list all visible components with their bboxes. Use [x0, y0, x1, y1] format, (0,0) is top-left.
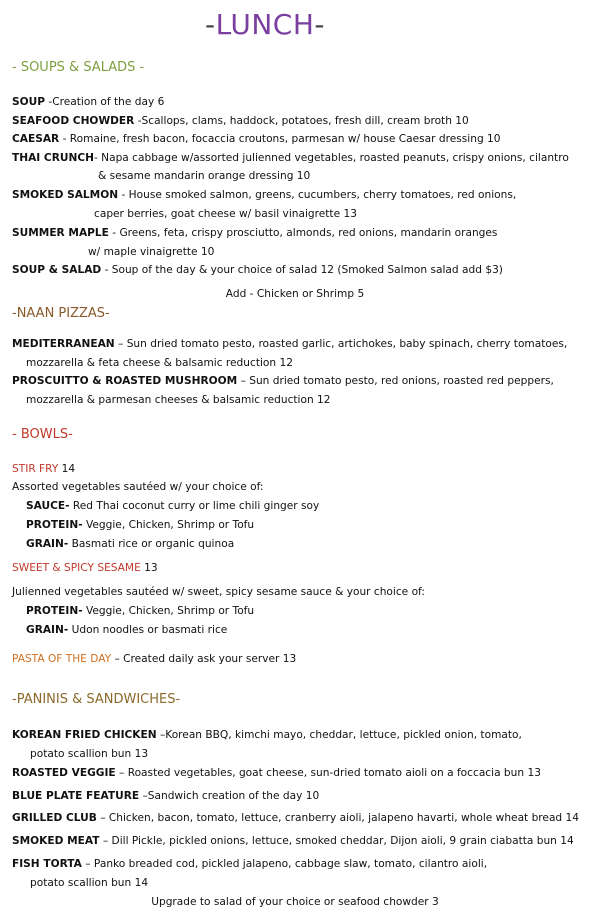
item-name: SMOKED MEAT [12, 835, 100, 847]
menu-title [0, 8, 530, 41]
menu-item-mediterranean-cont: mozzarella & feta cheese & balsamic reduction 12 [26, 357, 293, 369]
upgrade-note: Upgrade to salad of your choice or seafood chowder 3 [151, 896, 439, 908]
menu-item-pasta-of-the-day [12, 652, 296, 666]
item-price: 13 [140, 562, 158, 574]
menu-item-caesar [12, 132, 501, 146]
option-value: Red Thai coconut curry or lime chili ginger soy [69, 500, 320, 512]
option-label: GRAIN- [26, 538, 69, 550]
item-desc: – Roasted vegetables, goat cheese, sun-dried tomato aioli on a foccacia bun 13 [115, 767, 541, 779]
menu-item-korean-fried-chicken [12, 728, 522, 742]
menu-item-sweet-spicy-sesame [12, 561, 158, 575]
section-heading-bowls: - BOWLS- [12, 427, 73, 442]
item-name: FISH TORTA [12, 858, 82, 870]
item-desc: – Sun dried tomato pesto, roasted garlic, artichokes, baby spinach, cherry tomatoes, [114, 338, 568, 350]
item-desc: -Scallops, clams, haddock, potatoes, fresh dill, cream broth 10 [134, 115, 469, 127]
title-dash-right: - [314, 8, 325, 41]
menu-item-roasted-veggie [12, 766, 541, 780]
item-desc: – Chicken, bacon, tomato, lettuce, cranberry aioli, jalapeno havarti, whole wheat bread 14 [96, 812, 580, 824]
stir-fry-protein [26, 518, 254, 532]
item-name: BLUE PLATE FEATURE [12, 790, 140, 802]
stir-fry-sauce [26, 499, 319, 513]
item-name: SWEET & SPICY SESAME [12, 562, 141, 574]
item-name: GRILLED CLUB [12, 812, 97, 824]
menu-item-stir-fry [12, 462, 75, 476]
item-desc: - Greens, feta, crispy prosciutto, almonds, red onions, mandarin oranges [108, 227, 498, 239]
option-value: Udon noodles or basmati rice [68, 624, 228, 636]
option-value: Veggie, Chicken, Shrimp or Tofu [82, 519, 255, 531]
item-name: PASTA OF THE DAY [12, 653, 112, 665]
menu-item-grilled-club [12, 811, 579, 825]
item-desc: – Dill Pickle, pickled onions, lettuce, smoked cheddar, Dijon aioli, 9 grain ciabatta bun 14 [99, 835, 574, 847]
stir-fry-intro: Assorted vegetables sautéed w/ your choice of: [12, 481, 264, 493]
menu-item-summer-maple-cont: w/ maple vinaigrette 10 [88, 246, 215, 258]
item-desc: - Napa cabbage w/assorted julienned vegetables, roasted peanuts, crispy onions, cilantro [93, 152, 569, 164]
item-name: CAESAR [12, 133, 60, 145]
item-name: PROSCUITTO & ROASTED MUSHROOM [12, 375, 238, 387]
item-desc: –Sandwich creation of the day 10 [139, 790, 320, 802]
menu-item-smoked-meat [12, 834, 574, 848]
menu-item-summer-maple [12, 226, 497, 240]
stir-fry-grain [26, 537, 234, 551]
item-desc: – Created daily ask your server 13 [111, 653, 297, 665]
item-name: SOUP [12, 96, 46, 108]
item-desc: - Romaine, fresh bacon, focaccia croutons, parmesan w/ house Caesar dressing 10 [59, 133, 501, 145]
section-heading-paninis: -PANINIS & SANDWICHES- [12, 692, 181, 707]
option-value: Basmati rice or organic quinoa [68, 538, 235, 550]
section-heading-naan: -NAAN PIZZAS- [12, 306, 110, 321]
item-desc: - House smoked salmon, greens, cucumbers, cherry tomatoes, red onions, [118, 189, 517, 201]
item-price: 14 [58, 463, 76, 475]
item-name: THAI CRUNCH [12, 152, 94, 164]
sesame-intro: Julienned vegetables sautéed w/ sweet, spicy sesame sauce & your choice of: [12, 586, 425, 598]
menu-item-soup [12, 95, 164, 109]
option-label: PROTEIN- [26, 605, 83, 617]
item-desc: - Soup of the day & your choice of salad 12 (Smoked Salmon salad add $3) [101, 264, 503, 276]
menu-item-smoked-salmon [12, 188, 516, 202]
item-name: SEAFOOD CHOWDER [12, 115, 135, 127]
item-desc: – Sun dried tomato pesto, red onions, roasted red peppers, [237, 375, 554, 387]
menu-item-fish-torta [12, 857, 487, 871]
option-label: GRAIN- [26, 624, 69, 636]
menu-item-korean-fried-chicken-cont: potato scallion bun 13 [30, 748, 149, 760]
item-name: SMOKED SALMON [12, 189, 119, 201]
menu-item-proscuitto-mushroom-cont: mozzarella & parmesan cheeses & balsamic reduction 12 [26, 394, 331, 406]
item-name: SOUP & SALAD [12, 264, 102, 276]
section-heading-soups: - SOUPS & SALADS - [12, 60, 145, 75]
menu-item-seafood-chowder [12, 114, 469, 128]
item-desc: – Panko breaded cod, pickled jalapeno, cabbage slaw, tomato, cilantro aioli, [81, 858, 488, 870]
option-label: PROTEIN- [26, 519, 83, 531]
option-value: Veggie, Chicken, Shrimp or Tofu [82, 605, 255, 617]
option-label: SAUCE- [26, 500, 70, 512]
item-desc: -Creation of the day 6 [45, 96, 165, 108]
item-desc: –Korean BBQ, kimchi mayo, cheddar, lettuce, pickled onion, tomato, [156, 729, 522, 741]
menu-item-smoked-salmon-cont: caper berries, goat cheese w/ basil vinaigrette 13 [94, 208, 357, 220]
add-protein-note: Add - Chicken or Shrimp 5 [225, 288, 365, 300]
item-name: MEDITERRANEAN [12, 338, 115, 350]
menu-item-proscuitto-mushroom [12, 374, 554, 388]
menu-item-mediterranean [12, 337, 567, 351]
menu-item-blue-plate-feature [12, 789, 319, 803]
item-name: STIR FRY [12, 463, 59, 475]
menu-item-thai-crunch [12, 151, 569, 165]
menu-item-soup-and-salad [12, 263, 503, 277]
item-name: SUMMER MAPLE [12, 227, 109, 239]
item-name: KOREAN FRIED CHICKEN [12, 729, 157, 741]
sesame-protein [26, 604, 254, 618]
menu-item-fish-torta-cont: potato scallion bun 14 [30, 877, 149, 889]
sesame-grain [26, 623, 227, 637]
menu-item-thai-crunch-cont: & sesame mandarin orange dressing 10 [98, 170, 311, 182]
title-word: LUNCH [215, 8, 315, 41]
item-name: ROASTED VEGGIE [12, 767, 116, 779]
title-dash-left: - [205, 8, 216, 41]
